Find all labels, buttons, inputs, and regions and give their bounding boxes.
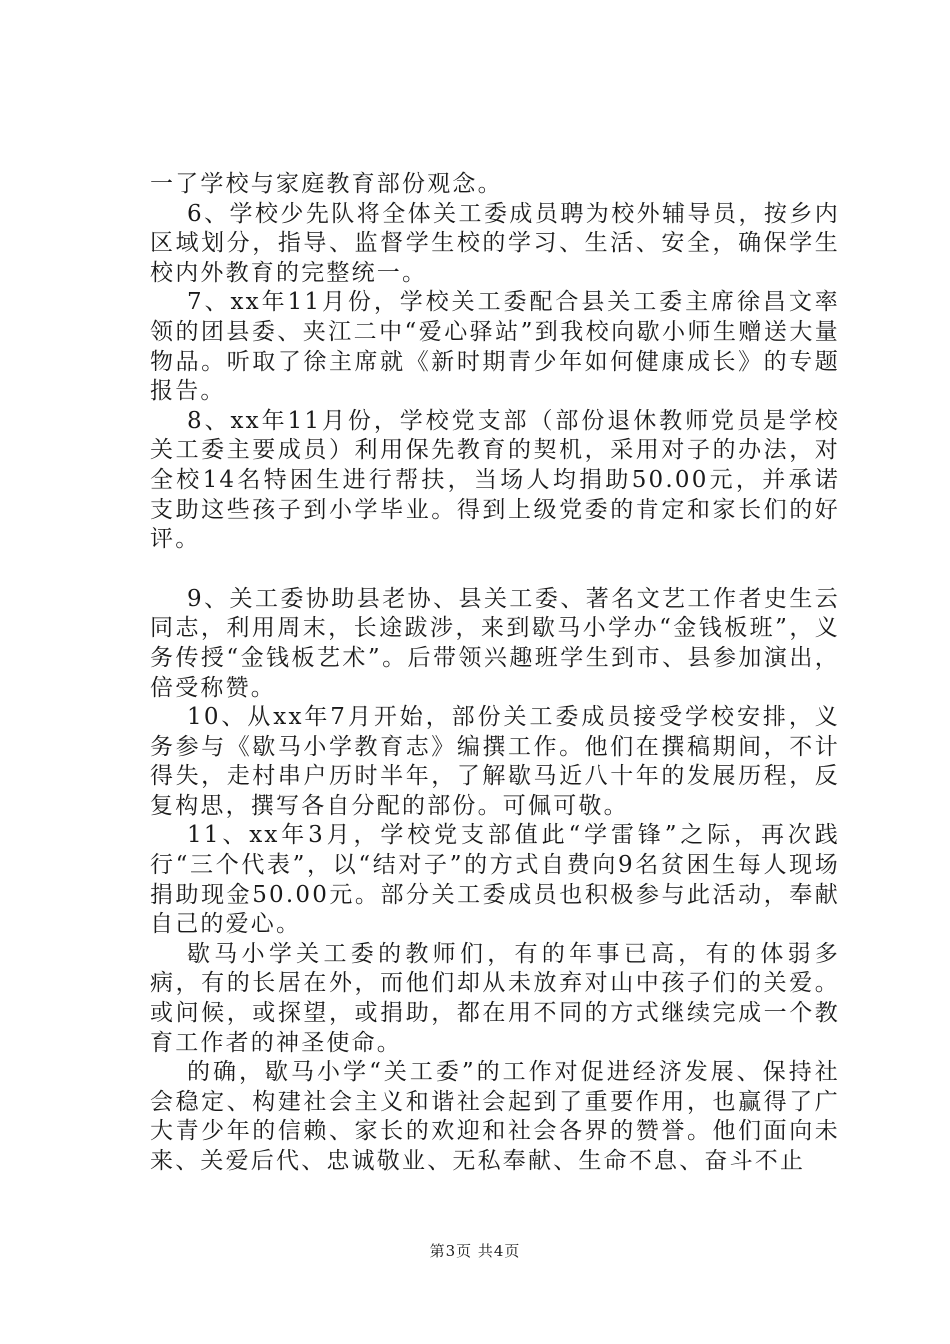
- document-body: [150, 170, 840, 1177]
- page-number-footer: 第3页 共4页: [429, 1242, 521, 1260]
- paragraph-conclusion: 的确，歇马小学“关工委”的工作对促进经济发展、保持社会稳定、构建社会主义和谐社会起到了重要作用，也赢得了广大青少年的信赖、家长的欢迎和社会各界的赞誉。他们面向未来、关爱后代、忠诚敬业、无私奉献、生命不息、奋斗不止: [150, 1059, 840, 1174]
- paragraph-item-7: 7、xx年11月份，学校关工委配合县关工委主席徐昌文率领的团县委、夹江二中“爱心驿站”到我校向歇小师生赠送大量物品。听取了徐主席就《新时期青少年如何健康成长》的专题报告。: [150, 289, 840, 405]
- paragraph-item-6: 6、学校少先队将全体关工委成员聘为校外辅导员，按乡内区域划分，指导、监督学生校的学习、生活、安全，确保学生校内外教育的完整统一。: [150, 200, 840, 286]
- paragraph-teachers: 歇马小学关工委的教师们，有的年事已高，有的体弱多病，有的长居在外，而他们却从未放弃对山中孩子们的关爱。或问候，或探望，或捐助，都在用不同的方式继续完成一个教育工作者的神圣使命。: [150, 940, 840, 1056]
- paragraph-item-10: 10、从xx年7月开始，部份关工委成员接受学校安排，义务参与《歇马小学教育志》编撰工作。他们在撰稿期间，不计得失，走村串户历时半年，了解歇马近八十年的发展历程，反复构思，撰写各自分配的部份。可佩可敬。: [150, 704, 840, 819]
- paragraph-item-9: 9、关工委协助县老协、县关工委、著名文艺工作者史生云同志，利用周末，长途跋涉，来到歇马小学办“金钱板班”，义务传授“金钱板艺术”。后带领兴趣班学生到市、县参加演出，倍受称赞。: [150, 585, 840, 701]
- paragraph-item-11: 11、xx年3月，学校党支部值此“学雷锋”之际，再次践行“三个代表”，以“结对子”的方式自费向9名贫困生每人现场捐助现金50.00元。部分关工委成员也积极参与此活动，奉献自己的爱心。: [150, 822, 840, 938]
- paragraph-item-8: 8、xx年11月份，学校党支部（部份退休教师党员是学校关工委主要成员）利用保先教育的契机，采用对子的办法，对全校14名特困生进行帮扶，当场人均捐助50.00元，并承诺支助这些孩子到小学毕业。得到上级党委的肯定和家长们的好评。: [150, 407, 840, 553]
- paragraph-continuation: 一了学校与家庭教育部份观念。: [150, 171, 503, 197]
